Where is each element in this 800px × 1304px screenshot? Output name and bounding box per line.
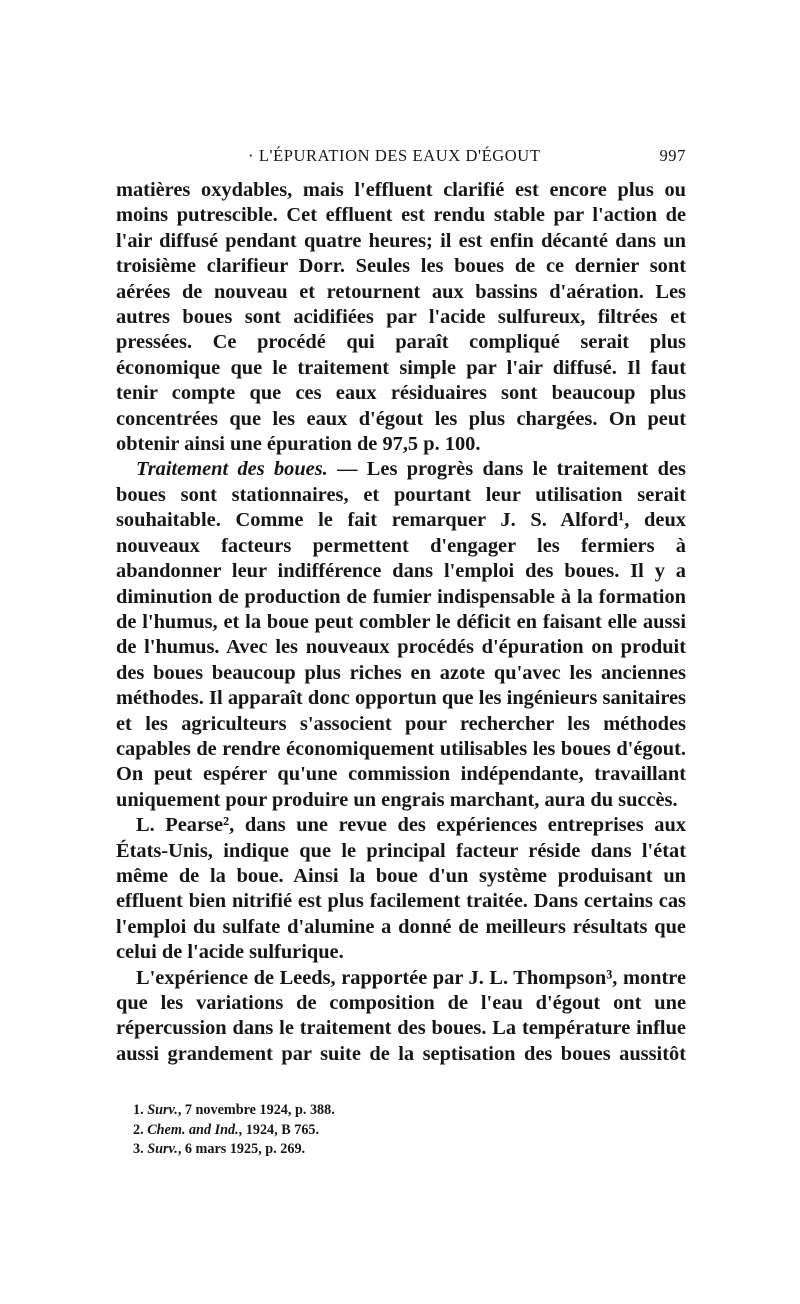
footnote [133, 1101, 653, 1121]
body-text [116, 178, 686, 1067]
footnote [133, 1140, 653, 1160]
footnote-text: , 7 novembre 1924, p. 388. [177, 1102, 335, 1118]
running-title: · L'ÉPURATION DES EAUX D'ÉGOUT [248, 146, 541, 165]
footnotes [133, 1101, 653, 1160]
paragraph [116, 457, 686, 813]
footnote-number: 2. [133, 1121, 144, 1138]
paragraph-text: — Les progrès dans le traitement des boues sont stationnaires, et pourtant leur utilisation serait souhaitable. Comme le fait remarquer J. S. Alford¹, deux nouveaux facteurs permettent d'engager les fermiers à abandonner leur indifférence dans l'emploi des boues. Il y a diminution de production de fumier indispensable à la formation de l'humus, et la boue peut combler le déficit en faisant elle aussi de l'humus. Avec les nouveaux procédés d'épuration on produit des boues beaucoup plus riches en azote qu'avec les anciennes méthodes. Il apparaît donc opportun que les ingénieurs sanitaires et les agriculteurs s'associent pour rechercher les méthodes capables de rendre économiquement utilisables les boues d'égout. On peut espérer qu'une commission indépendante, travaillant uniquement pour produire un engrais marchant, aura du succès. [116, 458, 686, 811]
paragraph: matières oxydables, mais l'effluent clarifié est encore plus ou moins putrescible. Cet effluent est rendu stable par l'action de l'air diffusé pendant quatre heures; il est enfin décanté dans un troisième clarifieur Dorr. Seules les boues de ce dernier sont aérées de nouveau et retournent aux bassins d'aération. Les autres boues sont acidifiées par l'acide sulfureux, filtrées et pressées. Ce procédé qui paraît compliqué serait plus économique que le traitement simple par l'air diffusé. Il faut tenir compte que ces eaux résiduaires sont beaucoup plus concentrées que les eaux d'égout les plus chargées. On peut obtenir ainsi une épuration de 97,5 p. 100. [116, 179, 686, 456]
footnote-text: , 6 mars 1925, p. 269. [177, 1141, 306, 1158]
footnote-number: 1. [133, 1102, 144, 1118]
footnote-text: , 1924, B 765. [238, 1121, 320, 1138]
section-lead: Traitement des boues. [136, 458, 328, 481]
footnote-source: Chem. and Ind. [147, 1121, 239, 1138]
footnote-number: 3. [133, 1141, 144, 1158]
paragraph: L. Pearse², dans une revue des expériences entreprises aux États-Unis, indique que le principal facteur réside dans l'état même de la boue. Ainsi la boue d'un système produisant un effluent bien nitrifié est plus facilement traitée. Dans certains cas l'emploi du sulfate d'alumine a donné de meilleurs résultats que celui de l'acide sulfurique. [116, 814, 686, 964]
paragraph: L'expérience de Leeds, rapportée par J. L. Thompson³, montre que les variations de composition de l'eau d'égout ont une répercussion dans le traitement des boues. La température influe aussi grandement par suite de la septisation des boues aussitôt [116, 966, 686, 1065]
footnote-source: Surv. [147, 1102, 178, 1118]
footnote-source: Surv. [147, 1141, 178, 1158]
footnote [133, 1121, 653, 1141]
page-number: 997 [659, 146, 686, 165]
